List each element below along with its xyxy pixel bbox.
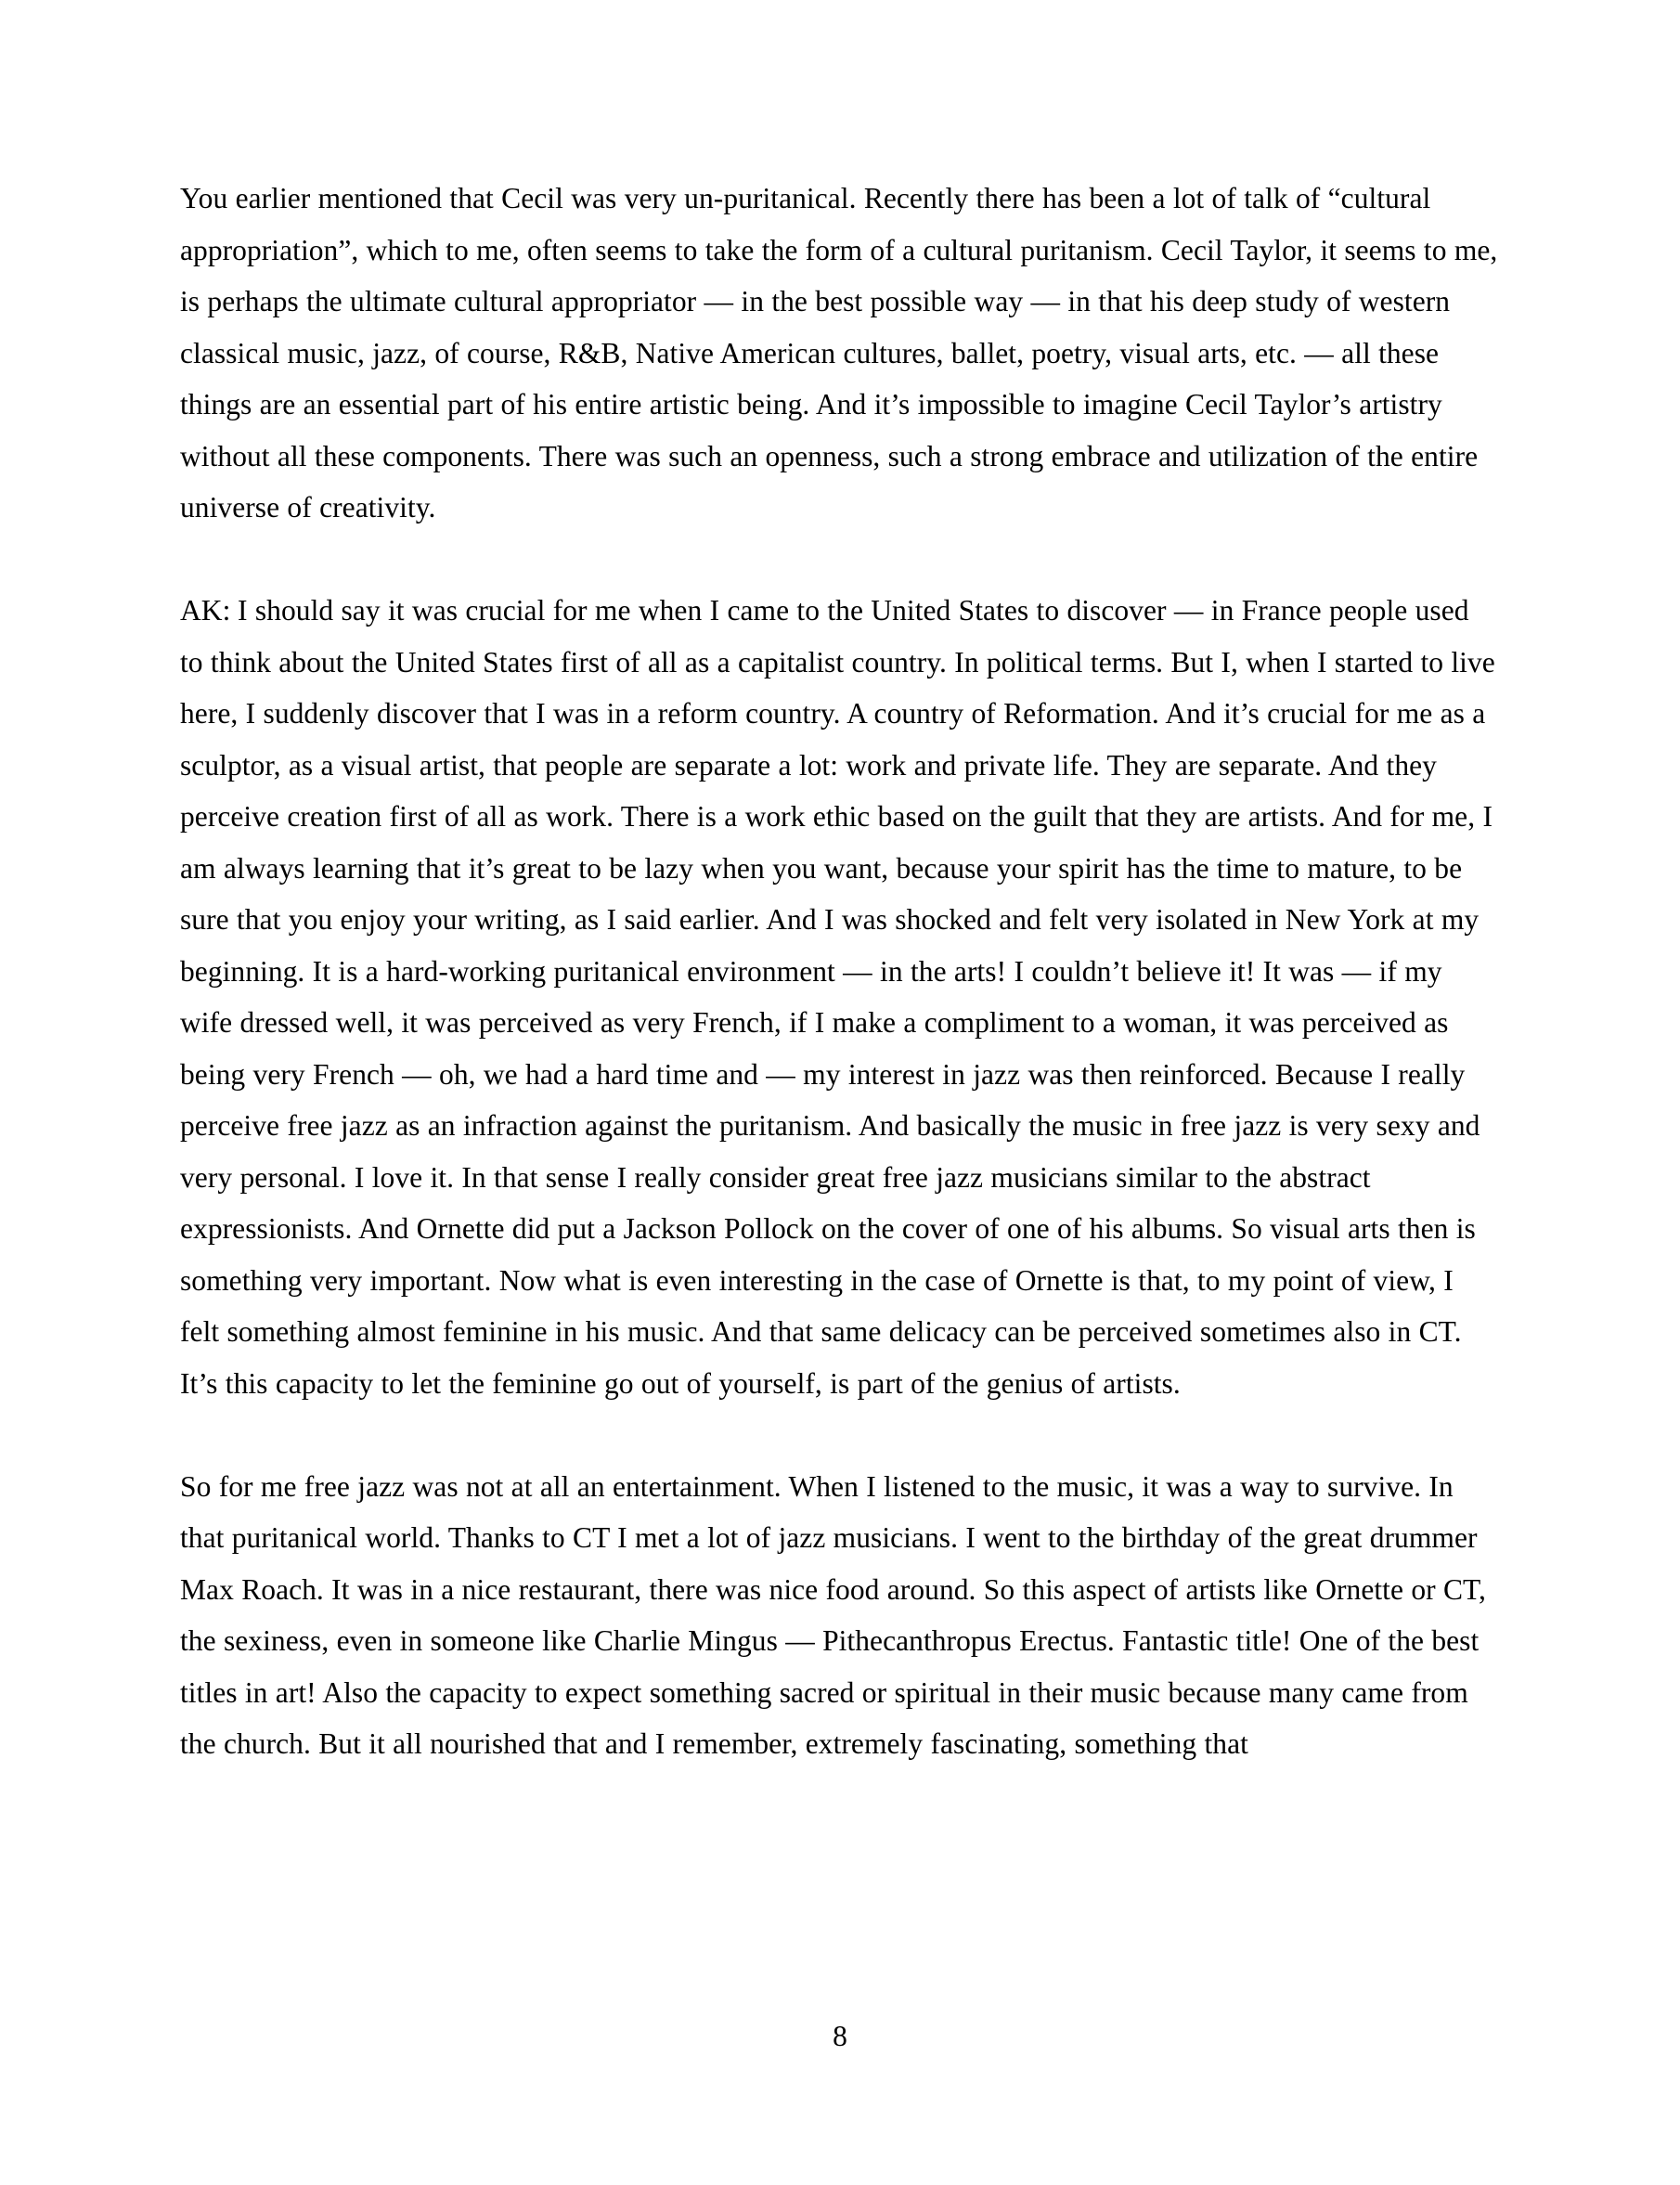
page-number: 8 [833,2020,847,2052]
paragraph-ak-response [180,585,1498,1409]
speaker-label-ak: AK: [180,594,231,627]
paragraph-interviewer-question: You earlier mentioned that Cecil was very un-puritanical. Recently there has been a lot of talk of “cultural appropriation”, which to me, often seems to take the form of a cultural puritanism. Cecil Taylor, it seems to me, is perhaps the ultimate cultural appropriator — in the best possible way — in that his deep study of western classical music, jazz, of course, R&B, Native American cultures, ballet, poetry, visual arts, etc. — all these things are an essential part of his entire artistic being. And it’s impossible to imagine Cecil Taylor’s artistry without all these components. There was such an openness, such a strong embrace and utilization of the entire universe of creativity. [180,182,1498,524]
text-column [180,173,1498,1770]
paragraph-free-jazz: So for me free jazz was not at all an entertainment. When I listened to the music, it was a way to survive. In that puritanical world. Thanks to CT I met a lot of jazz musicians. I went to the birthday of the great drummer Max Roach. It was in a nice restaurant, there was nice food around. So this aspect of artists like Ornette or CT, the sexiness, even in someone like Charlie Mingus — Pithecanthropus Erectus. Fantastic title! One of the best titles in art! Also the capacity to expect something sacred or spiritual in their music because many came from the church. But it all nourished that and I remember, extremely fascinating, something that [180,1469,1486,1760]
paragraph-ak-response-text: I should say it was crucial for me when I came to the United States to discover — in France people used to think about the United States first of all as a capitalist country. In political terms. But I, when I started to live here, I suddenly discover that I was in a reform country. A country of Reformation. And it’s crucial for me as a sculptor, as a visual artist, that people are separate a lot: work and private life. They are separate. And they perceive creation first of all as work. There is a work ethic based on the guilt that they are artists. And for me, I am always learning that it’s great to be lazy when you want, because your spirit has the time to mature, to be sure that you enjoy your writing, as I said earlier. And I was shocked and felt very isolated in New York at my beginning. It is a hard-working puritanical environment — in the arts! I couldn’t believe it! It was — if my wife dressed well, it was perceived as very French, if I make a compliment to a woman, it was perceived as being very French — oh, we had a hard time and — my interest in jazz was then reinforced. Because I really perceive free jazz as an infraction against the puritanism. And basically the music in free jazz is very sexy and very personal. I love it. In that sense I really consider great free jazz musicians similar to the abstract expressionists. And Ornette did put a Jackson Pollock on the cover of one of his albums. So visual arts then is something very important. Now what is even interesting in the case of Ornette is that, to my point of view, I felt something almost feminine in his music. And that same delicacy can be perceived sometimes also in CT. It’s this capacity to let the feminine go out of yourself, is part of the genius of artists. [180,594,1495,1400]
